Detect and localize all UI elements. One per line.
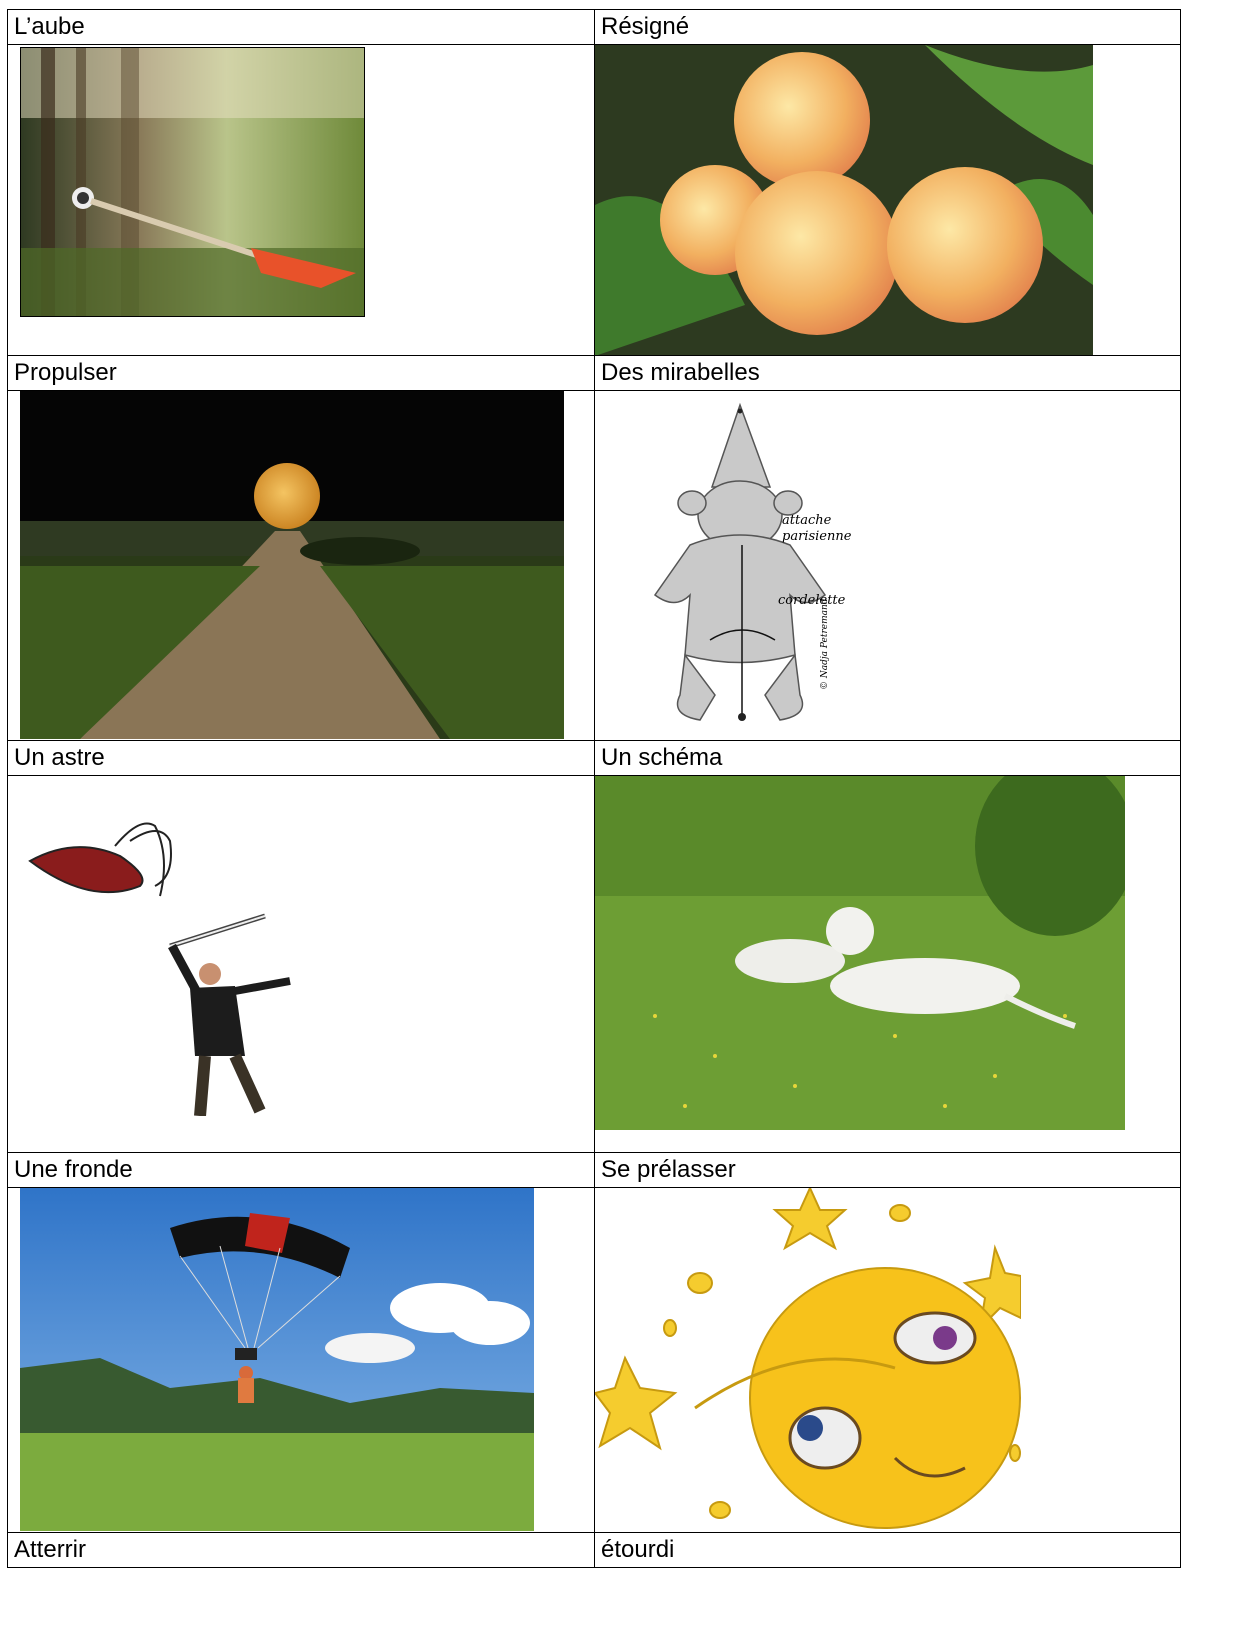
diagram-credit: © Nadja Petremand [820,598,830,690]
cell-parachute-image [8,1188,595,1533]
mirabelles-image [595,45,1093,356]
label-prelasser: Se prélasser [595,1153,1181,1188]
label-etourdi: étourdi [595,1533,1181,1568]
arrow-motion-image [20,47,365,317]
paper-puppet-diagram [630,395,880,730]
label-astre: Un astre [8,741,595,776]
diagram-label-parisienne: parisienne [782,529,852,544]
vocabulary-table [7,9,1181,1568]
label-resigne: Résigné [595,10,1181,45]
dizzy-emoji-image [595,1188,1021,1531]
label-mirabelles: Des mirabelles [595,356,1181,391]
diagram-label-cordelette: cordelette [778,593,846,608]
cell-tigers-image [595,776,1181,1153]
cell-mirabelle-image [595,45,1181,356]
cell-moon-image [8,391,595,741]
moon-road-image [20,391,564,739]
label-fronde: Une fronde [8,1153,595,1188]
label-aube: L’aube [8,10,595,45]
label-propulser: Propulser [8,356,595,391]
white-tigers-image [595,776,1125,1130]
cell-arrow-image [8,45,595,356]
cell-diagram-image [595,391,1181,741]
sling-thrower-image [20,816,300,1116]
parachute-landing-image [20,1188,534,1531]
label-atterrir: Atterrir [8,1533,595,1568]
label-schema: Un schéma [595,741,1181,776]
cell-sling-image [8,776,595,1153]
cell-emoji-image [595,1188,1181,1533]
diagram-label-attache: attache [782,513,832,528]
